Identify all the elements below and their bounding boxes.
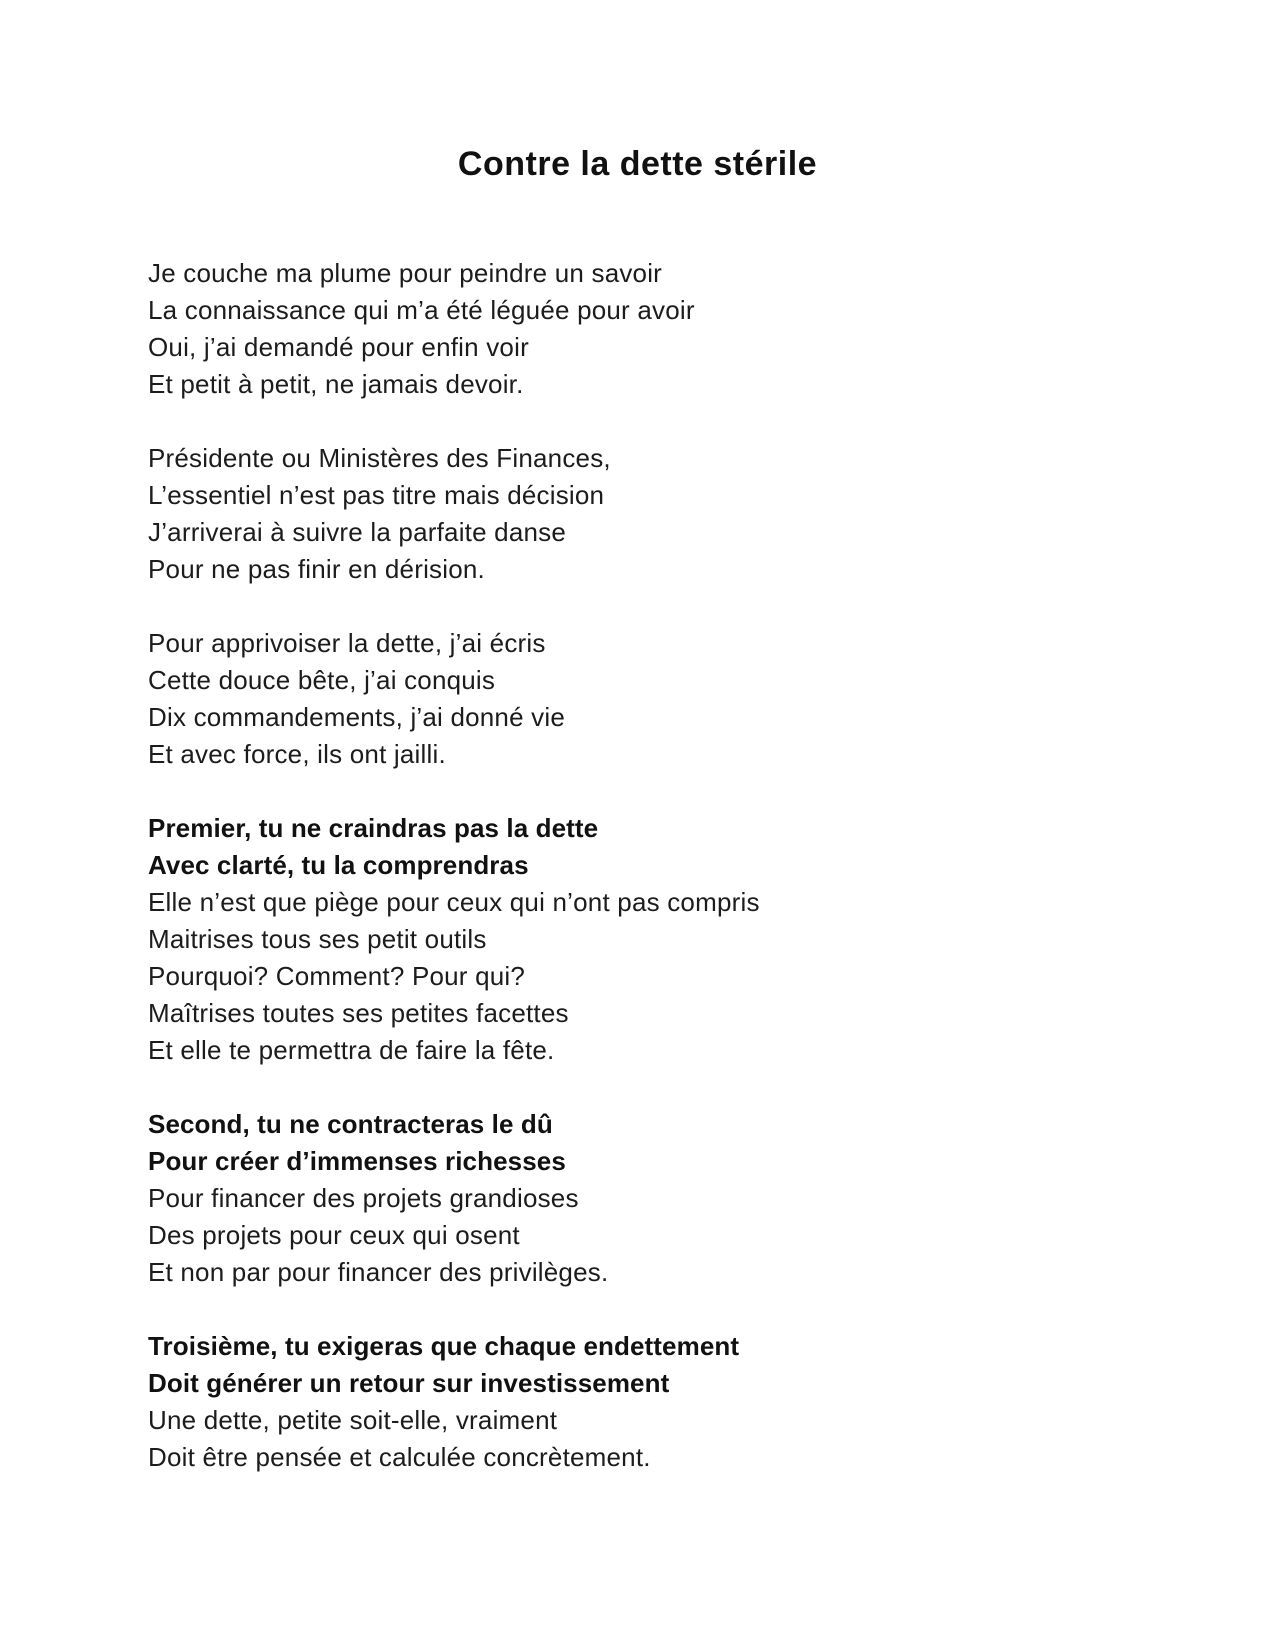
stanza	[148, 1106, 1127, 1291]
poem-line: Second, tu ne contracteras le dû	[148, 1109, 553, 1139]
poem-line: Oui, j’ai demandé pour enfin voir	[148, 332, 529, 362]
poem-line: L’essentiel n’est pas titre mais décision	[148, 480, 605, 510]
poem-line: Et petit à petit, ne jamais devoir.	[148, 369, 524, 399]
poem-line: Cette douce bête, j’ai conquis	[148, 665, 496, 695]
poem-line: Pour créer d’immenses richesses	[148, 1146, 566, 1176]
stanza	[148, 1328, 1127, 1476]
poem-line: Pour apprivoiser la dette, j’ai écris	[148, 628, 546, 658]
stanza	[148, 625, 1127, 773]
stanza	[148, 440, 1127, 588]
poem-line: Et elle te permettra de faire la fête.	[148, 1035, 555, 1065]
poem-line: Pourquoi? Comment? Pour qui?	[148, 961, 526, 991]
stanza	[148, 255, 1127, 403]
poem-line: Une dette, petite soit-elle, vraiment	[148, 1405, 558, 1435]
poem-line: Maitrises tous ses petit outils	[148, 924, 487, 954]
stanza	[148, 810, 1127, 1069]
poem-line: J’arriverai à suivre la parfaite danse	[148, 517, 567, 547]
poem-line: La connaissance qui m’a été léguée pour avoir	[148, 295, 695, 325]
poem-body	[148, 255, 1127, 1476]
poem-line: Premier, tu ne craindras pas la dette	[148, 813, 599, 843]
poem-line: Dix commandements, j’ai donné vie	[148, 702, 566, 732]
poem-line: Des projets pour ceux qui osent	[148, 1220, 520, 1250]
poem-line: Doit générer un retour sur investissement	[148, 1368, 670, 1398]
page-title: Contre la dette stérile	[457, 145, 818, 183]
poem-line: Doit être pensée et calculée concrètement.	[148, 1442, 651, 1472]
poem-line: Et avec force, ils ont jailli.	[148, 739, 446, 769]
poem-line: Maîtrises toutes ses petites facettes	[148, 998, 569, 1028]
poem-line: Troisième, tu exigeras que chaque endettement	[148, 1331, 740, 1361]
poem-line: Présidente ou Ministères des Finances,	[148, 443, 611, 473]
poem-line: Pour ne pas finir en dérision.	[148, 554, 485, 584]
poem-line: Pour financer des projets grandioses	[148, 1183, 579, 1213]
poem-line: Et non par pour financer des privilèges.	[148, 1257, 609, 1287]
poem-line: Je couche ma plume pour peindre un savoir	[148, 258, 663, 288]
poem-line: Avec clarté, tu la comprendras	[148, 850, 529, 880]
poem-line: Elle n’est que piège pour ceux qui n’ont pas compris	[148, 887, 760, 917]
